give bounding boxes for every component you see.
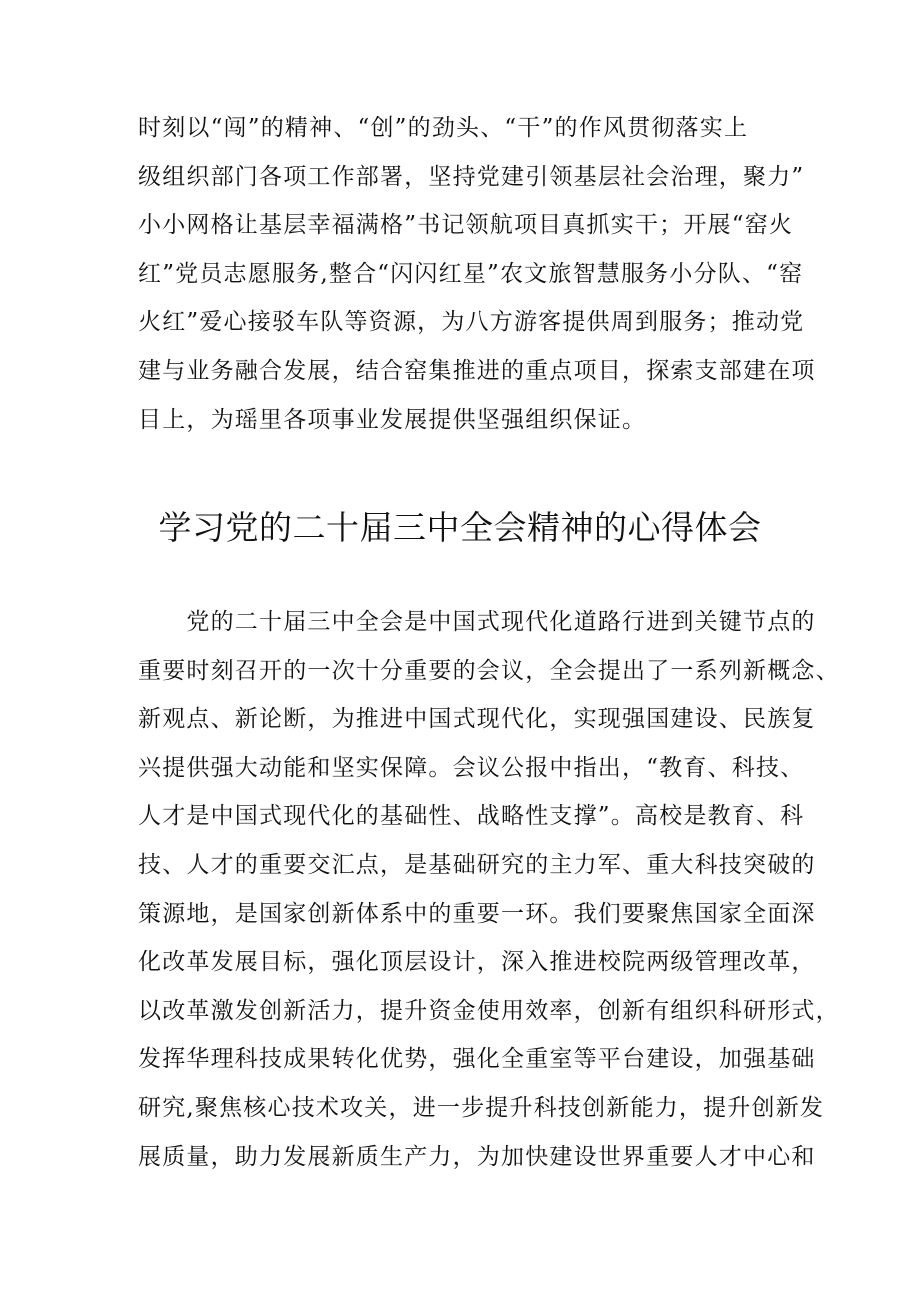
paragraph-line: 展质量，助力发展新质生产力，为加快建设世界重要人才中心和 <box>138 1143 816 1170</box>
paragraph-line: 小小网格让基层幸福满格”书记领航项目真抓实干；开展“窑火 <box>138 212 794 239</box>
paragraph-line: 人才是中国式现代化的基础性、战略性支撑”。高校是教育、科 <box>138 803 805 830</box>
top-paragraph <box>138 104 816 444</box>
body-paragraph <box>138 598 840 1181</box>
paragraph-line: 重要时刻召开的一次十分重要的会议，全会提出了一系列新概念、 <box>138 657 840 684</box>
paragraph-line: 红”党员志愿服务,整合“闪闪红星”农文旅智慧服务小分队、“窑 <box>138 260 804 287</box>
paragraph-line: 级组织部门各项工作部署，坚持党建引领基层社会治理，聚力” <box>138 163 805 190</box>
paragraph-line: 化改革发展目标，强化顶层设计，深入推进校院两级管理改革， <box>138 949 816 976</box>
paragraph-line: 建与业务融合发展，结合窑集推进的重点项目，探索支部建在项 <box>138 357 816 384</box>
paragraph-line: 火红”爱心接驳车队等资源，为八方游客提供周到服务；推动党 <box>138 309 805 336</box>
paragraph-line: 新观点、新论断，为推进中国式现代化，实现强国建设、民族复 <box>138 706 816 733</box>
paragraph-line: 时刻以“闯”的精神、“创”的劲头、“干”的作风贯彻落实上 <box>138 115 749 141</box>
paragraph-line: 党的二十届三中全会是中国式现代化道路行进到关键节点的 <box>138 609 816 635</box>
paragraph-line: 技、人才的重要交汇点，是基础研究的主力军、重大科技突破的 <box>138 851 816 878</box>
paragraph-line: 兴提供强大动能和坚实保障。会议公报中指出，“教育、科技、 <box>138 754 805 781</box>
document-title: 学习党的二十届三中全会精神的心得体会 <box>158 508 762 547</box>
paragraph-line: 策源地，是国家创新体系中的重要一环。我们要聚焦国家全面深 <box>138 900 816 927</box>
paragraph-line: 以改革激发创新活力，提升资金使用效率，创新有组织科研形式， <box>138 997 840 1024</box>
paragraph-line: 目上，为瑶里各项事业发展提供坚强组织保证。 <box>138 406 647 433</box>
paragraph-line: 研究,聚焦核心技术攻关，进一步提升科技创新能力，提升创新发 <box>138 1094 825 1121</box>
paragraph-line: 发挥华理科技成果转化优势，强化全重室等平台建设，加强基础 <box>138 1046 816 1073</box>
